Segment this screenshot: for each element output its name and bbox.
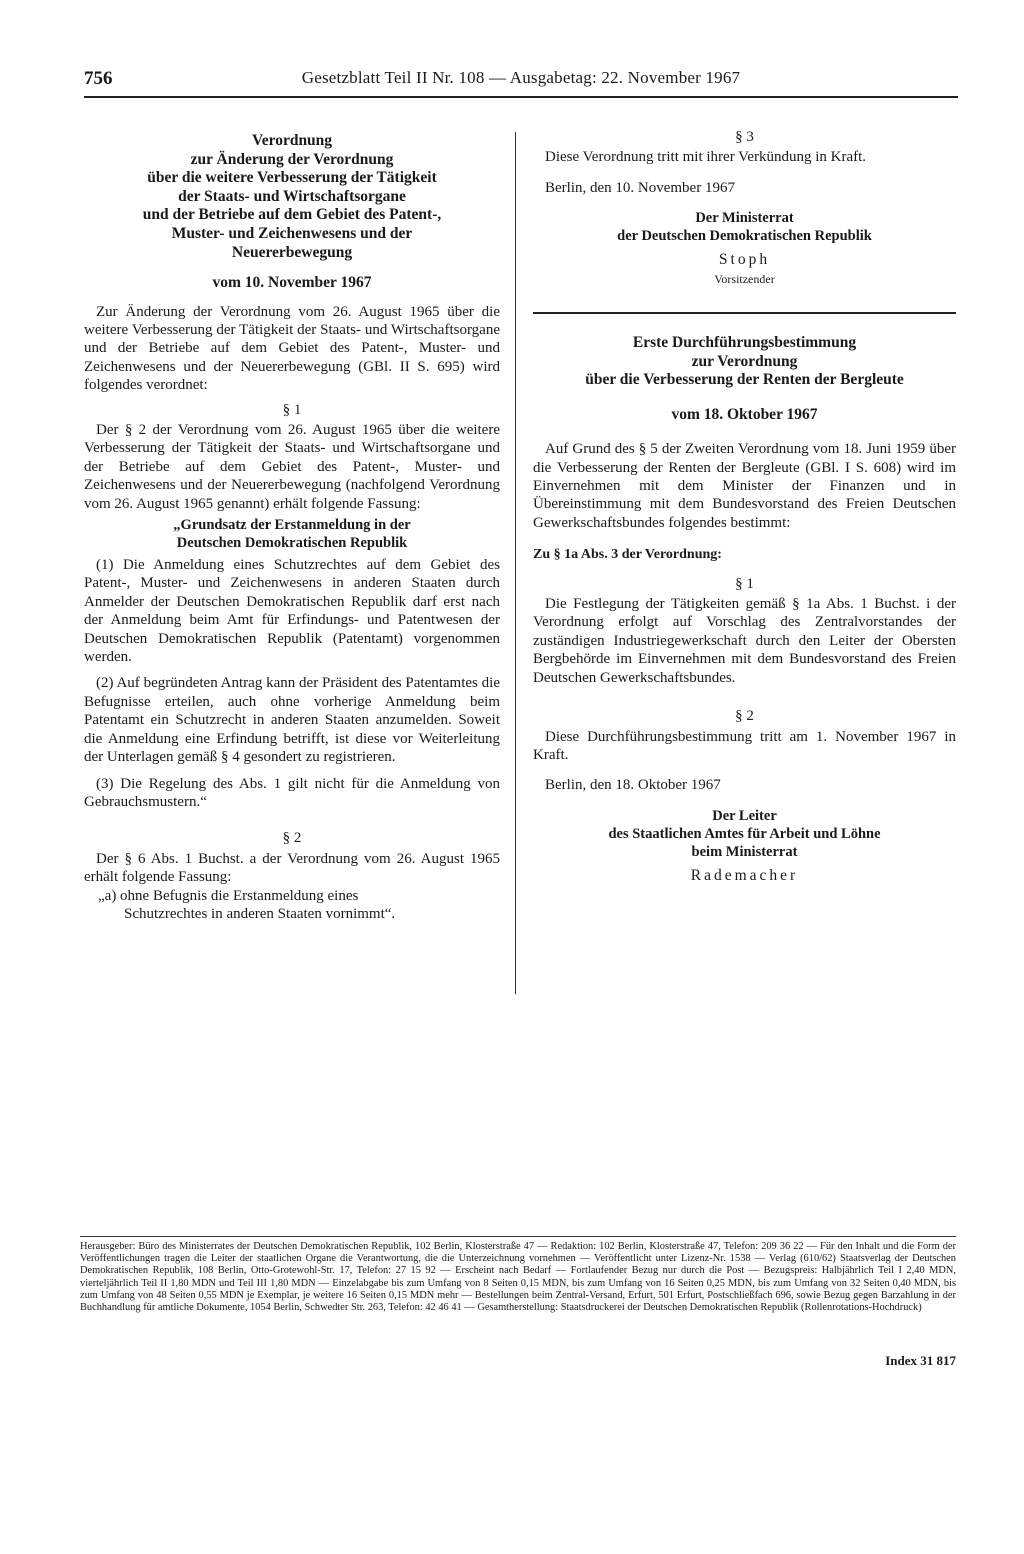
ordinance-title-line: zur Änderung der Verordnung xyxy=(190,150,394,168)
section-heading: § 1 xyxy=(282,401,302,418)
paragraph-1: (1) Die Anmeldung eines Schutzrechtes auf dem Gebiet des Patent-, Muster- und Zeichenwesens in anderen Staaten durch Anmelder der Deutschen Demokratischen Republik darf erst nach der Anmeldung beim Amt für Erfindungs- und Patentwesen der Deutschen Demokratischen Republik (Patentamt) vorgenommen werden. xyxy=(84,557,500,666)
amendment-quote xyxy=(84,887,500,924)
regulation-title-line: über die Verbesserung der Renten der Bergleute xyxy=(585,371,904,389)
section-text: Der § 2 der Verordnung vom 26. August 1965 über die weitere Verbesserung der Tätigkeit der Staats- und Wirtschaftsorgane und der Betriebe auf dem Gebiet des Patent-, Muster- und Zeichenwesens und der Neuererbewegung (nachfolgend Verordnung vom 26. August 1965 genannt) erhält folgende Fassung: xyxy=(84,422,500,512)
ordinance-title-line: Muster- und Zeichenwesens und der xyxy=(171,224,413,242)
signatory-body xyxy=(533,807,956,861)
place-date: Berlin, den 10. November 1967 xyxy=(545,179,735,196)
section-text: Die Festlegung der Tätigkeiten gemäß § 1a Abs. 1 Buchst. i der Verordnung erfolgt auf Vorschlag des Zentralvorstandes der zuständigen Industriegewerkschaft durch den Leiter der Obersten Bergbehörde im Einvernehmen mit dem Bundesvorstand des Freien Deutschen Gewerkschaftsbundes. xyxy=(533,596,956,686)
page-header xyxy=(84,66,958,96)
section-text: Diese Durchführungsbestimmung tritt am 1. November 1967 in Kraft. xyxy=(533,728,956,763)
signatory-body xyxy=(533,209,956,245)
signatory-line: des Staatlichen Amtes für Arbeit und Löhne xyxy=(608,825,881,842)
section-subheading-line: „Grundsatz der Erstanmeldung in der xyxy=(173,517,411,534)
paragraph-3: (3) Die Regelung des Abs. 1 gilt nicht für die Anmeldung von Gebrauchsmustern.“ xyxy=(84,775,500,810)
signatory-line: der Deutschen Demokratischen Republik xyxy=(617,228,872,245)
section-heading: § 2 xyxy=(735,708,754,725)
signatory-line: beim Ministerrat xyxy=(691,843,798,860)
section-subheading-line: Deutschen Demokratischen Republik xyxy=(176,534,408,551)
section-heading: § 3 xyxy=(735,129,754,145)
signatory-name: Rademacher xyxy=(690,866,799,884)
ordinance-title-line: über die weitere Verbesserung der Tätigkeit xyxy=(147,169,437,187)
right-column xyxy=(533,128,956,885)
regulation-date: vom 18. Oktober 1967 xyxy=(671,405,818,423)
publisher-imprint: Herausgeber: Büro des Ministerrates der Deutschen Demokratischen Republik, 102 Berlin, Klosterstraße 47 — Redaktion: 102 Berlin, Klosterstraße 47, Telefon: 209 36 22 — Für den Inhalt und die Form der Veröffentlichungen tragen die Leiter der staatlichen Organe die Verantwortung, die die Unterzeichnung vornehmen — Veröffentlicht unter Lizenz-Nr. 1538 — Verlag (610/62) Staatsverlag der Deutschen Demokratischen Republik, 108 Berlin, Otto-Grotewohl-Str. 17, Telefon: 27 15 92 — Erscheint nach Bedarf — Fortlaufender Bezug nur durch die Post — Bezugspreis: Halbjährlich Teil I 2,40 MDN, vierteljährlich Teil II 1,80 MDN und Teil III 1,80 MDN — Einzelabgabe bis zum Umfang von 8 Seiten 0,15 MDN, bis zum Umfang von 16 Seiten 0,25 MDN, bis zum Umfang von 32 Seiten 0,40 MDN, bis zum Umfang von 48 Seiten 0,55 MDN je Exemplar, je weitere 16 Seiten 0,15 MDN mehr — Bestellungen beim Zentral-Versand, Erfurt, 501 Erfurt, Postschließfach 696, sowie Bezug gegen Barzahlung in der Buchhandlung für amtliche Dokumente, 1054 Berlin, Schwedter Str. 263, Telefon: 42 46 41 — Gesamtherstellung: Staatsdruckerei der Deutschen Demokratischen Republik (Rollenrotations-Hochdruck) xyxy=(80,1241,956,1314)
column-divider xyxy=(515,132,516,994)
signatory-line: Der Ministerrat xyxy=(695,210,794,227)
regulation-intro: Auf Grund des § 5 der Zweiten Verordnung vom 18. Juni 1959 über die Verbesserung der Renten der Bergleute (GBl. I S. 608) wird im Einvernehmen mit dem Minister der Finanzen und in Übereinstimmung mit dem Bundesvorstand des Freien Deutschen Gewerkschaftsbundes folgendes bestimmt: xyxy=(533,441,956,531)
ordinance-title xyxy=(84,132,500,262)
paragraph-2: (2) Auf begründeten Antrag kann der Präsident des Patentamtes die Befugnisse erteilen, auch ohne vorherige Anmeldung beim Patentamt ein Schutzrecht in anderen Staaten anzumelden. Soweit die Anmeldung eine Erfindung betrifft, ist diese vor Weiterleitung der Unterlagen gemäß § 4 gesondert zu registrieren. xyxy=(84,675,500,766)
signatory-role: Vorsitzender xyxy=(714,271,775,286)
section-heading: § 2 xyxy=(282,830,302,847)
place-date: Berlin, den 18. Oktober 1967 xyxy=(545,777,721,794)
ordinance-title-line: und der Betriebe auf dem Gebiet des Patent-, xyxy=(142,206,442,224)
imprint-rule xyxy=(80,1236,956,1237)
regulation-title-line: zur Verordnung xyxy=(691,352,798,370)
amendment-quote-line: Schutzrechtes in anderen Staaten vornimmt“. xyxy=(124,905,396,922)
index-number: Index 31 817 xyxy=(885,1353,956,1368)
regulation-title xyxy=(533,334,956,390)
section-subheading xyxy=(84,517,500,552)
section-text: Der § 6 Abs. 1 Buchst. a der Verordnung vom 26. August 1965 erhält folgende Fassung: xyxy=(84,850,500,886)
reference-heading: Zu § 1a Abs. 3 der Verordnung: xyxy=(533,547,722,563)
section-separator xyxy=(533,312,956,314)
signatory-name: Stoph xyxy=(718,251,771,269)
regulation-title-line: Erste Durchführungsbestimmung xyxy=(632,334,857,352)
ordinance-date: vom 10. November 1967 xyxy=(212,274,372,292)
section-text: Diese Verordnung tritt mit ihrer Verkündung in Kraft. xyxy=(545,149,867,166)
header-title: Gesetzblatt Teil II Nr. 108 — Ausgabetag: 22. November 1967 xyxy=(301,68,741,87)
ordinance-title-line: Neuererbewegung xyxy=(231,243,353,261)
ordinance-intro: Zur Änderung der Verordnung vom 26. August 1965 über die weitere Verbesserung der Tätigkeit der Staats- und Wirtschaftsorgane und der Betriebe auf dem Gebiet des Patent-, Muster- und Zeichenwesens und der Neuererbewegung (GBl. II S. 695) wird folgendes verordnet: xyxy=(84,303,500,394)
header-rule xyxy=(84,96,958,98)
ordinance-title-line: der Staats- und Wirtschaftsorgane xyxy=(178,187,406,205)
page-number: 756 xyxy=(84,68,113,89)
signatory-line: Der Leiter xyxy=(712,807,777,824)
amendment-quote-line: „a) ohne Befugnis die Erstanmeldung eines xyxy=(98,887,359,904)
left-column xyxy=(84,132,500,923)
section-heading: § 1 xyxy=(735,575,754,592)
ordinance-title-line: Verordnung xyxy=(251,132,333,149)
